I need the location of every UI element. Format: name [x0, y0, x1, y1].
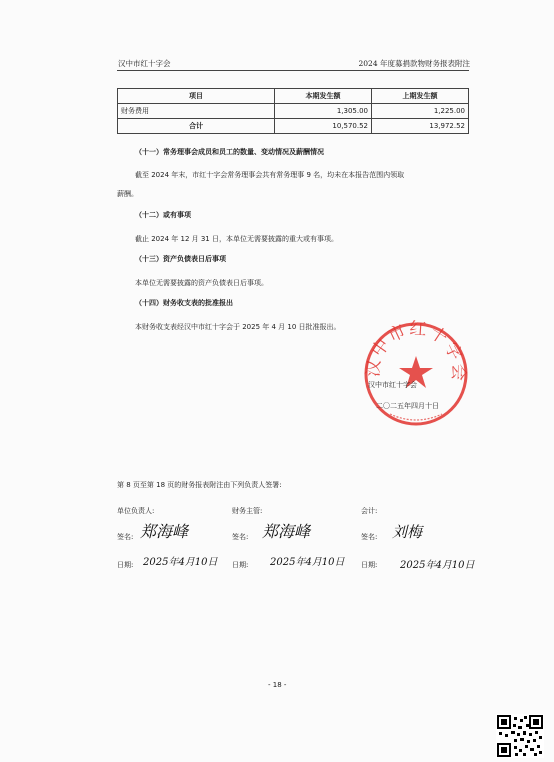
table-row	[118, 104, 469, 119]
section-11-title: （十一）常务理事会成员和员工的数量、变动情况及薪酬情况	[135, 148, 324, 156]
header-org: 汉中市红十字会	[118, 59, 171, 68]
page-number: - 18 -	[268, 681, 287, 689]
signature-intro: 第 8 页至第 18 页的财务报表附注由下列负责人签署:	[117, 481, 282, 489]
table-header-cell: 上期发生额	[372, 89, 469, 104]
seal-date: 二〇二五年四月十日	[376, 402, 439, 410]
table-cell-previous: 13,972.52	[372, 119, 469, 134]
section-12-text: 截止 2024 年 12 月 31 日，本单位无需要披露的重大或有事项。	[135, 235, 338, 243]
qr-code-icon	[496, 714, 544, 758]
signature-unit-head: 郑海峰	[140, 522, 189, 541]
table-cell-previous: 1,225.00	[372, 104, 469, 119]
seal-arc-text: 汉中市红十字会	[363, 318, 469, 384]
section-11-line1: 截至 2024 年末，市红十字会常务理事会共有常务理事 9 名，均未在本报告范围内领取	[135, 171, 405, 179]
header-divider	[117, 70, 469, 71]
handwritten-date-1: 2025年4月10日	[143, 557, 218, 568]
table-row	[118, 119, 469, 134]
handwritten-date-2: 2025年4月10日	[270, 557, 345, 568]
section-12-title: （十二）或有事项	[135, 211, 191, 219]
table-header-cell: 项目	[118, 89, 275, 104]
section-14-title: （十四）财务收支表的批准报出	[135, 299, 233, 307]
signature-finance-head: 郑海峰	[262, 522, 311, 541]
date-label-1: 日期:	[117, 561, 134, 569]
section-11-line2: 薪酬。	[117, 190, 138, 198]
handwritten-date-3: 2025年4月10日	[400, 560, 475, 571]
sign-label-3: 签名:	[361, 533, 378, 541]
date-label-3: 日期:	[361, 561, 378, 569]
section-13-title: （十三）资产负债表日后事项	[135, 255, 226, 263]
date-label-2: 日期:	[232, 561, 249, 569]
role-unit-head: 单位负责人:	[117, 507, 155, 515]
role-accountant: 会计:	[361, 507, 378, 515]
section-13-text: 本单位无需要披露的资产负债表日后事项。	[135, 279, 268, 287]
seal-overlay-org: 汉中市红十字会	[368, 381, 417, 389]
table-header-row	[118, 89, 469, 104]
expense-table	[117, 88, 469, 134]
sign-label-2: 签名:	[232, 533, 249, 541]
table-cell-item: 合计	[118, 119, 275, 134]
table-header-cell: 本期发生额	[275, 89, 372, 104]
table-cell-current: 10,570.52	[275, 119, 372, 134]
section-14-text: 本财务收支表经汉中市红十字会于 2025 年 4 月 10 日批准报出。	[135, 323, 341, 331]
header-title: 2024 年度募捐款物财务报表附注	[358, 59, 470, 68]
table-cell-item: 财务费用	[118, 104, 275, 119]
sign-label-1: 签名:	[117, 533, 134, 541]
signature-accountant: 刘梅	[392, 523, 423, 541]
role-finance-head: 财务主管:	[232, 507, 263, 515]
official-seal	[360, 318, 472, 430]
table-cell-current: 1,305.00	[275, 104, 372, 119]
